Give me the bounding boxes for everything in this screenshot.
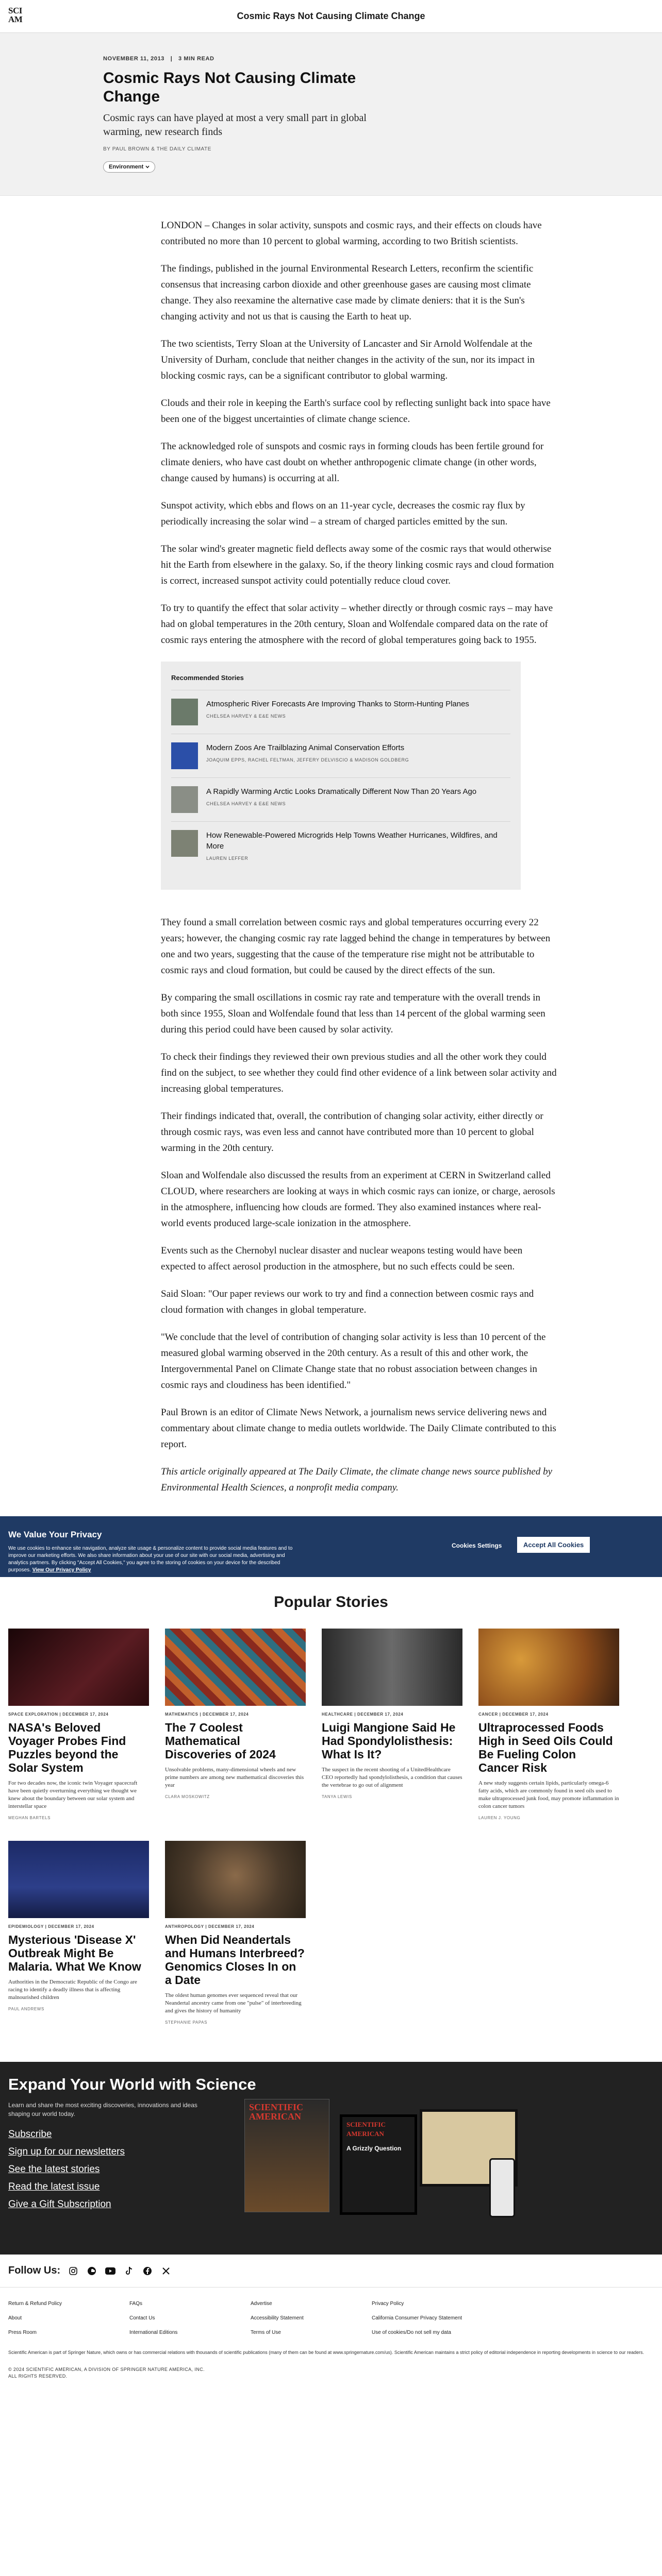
top-bar	[0, 0, 662, 33]
recommended-item[interactable]	[171, 777, 510, 821]
story-headline[interactable]: The 7 Coolest Mathematical Discoveries of 2024	[165, 1721, 276, 1761]
paragraph: LONDON – Changes in solar activity, sunspots and cosmic rays, and their effects on clouds have contributed no more than 10 percent to global warming, according to two British scientists.	[161, 220, 542, 247]
paragraph: The findings, published in the journal Environmental Research Letters, reconfirm the scientific consensus that increasing carbon dioxide and other greenhouse gases are causing most climate change. They also reexamine the alternative case made by climate deniers: that it is the Sun's changing activity and not us that is causing the Earth to heat up.	[161, 263, 534, 322]
cookie-banner	[0, 1516, 662, 1577]
paragraph: Sloan and Wolfendale also discussed the results from an experiment at CERN in Switzerland called CLOUD, where researchers are looking at ways in which cosmic rays can ionize, or charge, aerosols in the atmosphere, influencing how clouds are formed. They also examined instances where real-world events produced large-scale ionization in the atmosphere.	[161, 1170, 555, 1229]
story-description: The suspect in the recent shooting of a UnitedHealthcare CEO reportedly had spondylolisthesis, a condition that causes the vertebrae to go out of alignment	[322, 1767, 462, 1788]
recommended-headline[interactable]: Modern Zoos Are Trailblazing Animal Conservation Efforts	[206, 743, 405, 752]
story-image[interactable]	[165, 1629, 306, 1706]
story-date: DECEMBER 17, 2024	[208, 1924, 255, 1929]
newsletter-link[interactable]: Sign up for our newsletters	[8, 2146, 125, 2157]
privacy-policy-link[interactable]: View Our Privacy Policy	[32, 1567, 91, 1573]
recommended-item[interactable]	[171, 734, 510, 777]
magazine-story: A Grizzly Question	[346, 2145, 402, 2152]
story-image[interactable]	[322, 1629, 462, 1706]
paragraph: Said Sloan: "Our paper reviews our work to try and find a connection between cosmic rays and cloud formation with changes in global temperature.	[161, 1289, 534, 1315]
story-author: STEPHANIE PAPAS	[165, 2020, 208, 2025]
paragraph: The solar wind's greater magnetic field deflects away some of the cosmic rays that would otherwise hit the Earth from elsewhere in the galaxy. So, if the theory linking cosmic rays and cloud formation is correct, increased sunspot activity could potentially reduce cloud cover.	[161, 544, 554, 586]
recommended-authors: CHELSEA HARVEY & E&E NEWS	[206, 801, 286, 806]
meta-separator: |	[170, 56, 173, 62]
accept-all-cookies-button[interactable]: Accept All Cookies	[517, 1537, 590, 1553]
youtube-icon[interactable]	[105, 2265, 116, 2277]
recommended-item[interactable]	[171, 821, 510, 869]
story-description: For two decades now, the iconic twin Voyager spacecraft have been quietly overturning everything we thought we knew about the boundary between our solar system and interstellar space	[8, 1780, 138, 1809]
footer-link[interactable]: California Consumer Privacy Statement	[372, 2315, 462, 2321]
story-meta: ANTHROPOLOGY | DECEMBER 17, 2024	[165, 1924, 255, 1929]
story-description: The oldest human genomes ever sequenced reveal that our Neandertal ancestry came from one "pulse" of interbreeding and gives the history of humanity	[165, 1992, 302, 2014]
paragraph: To try to quantify the effect that solar activity – whether directly or through cosmic rays – may have had on global temperatures in the 20th century, Sloan and Wolfendale compared data on the rate of cosmic rays entering the atmosphere with the record of global temperatures going back to 1955.	[161, 603, 553, 646]
recommended-thumbnail[interactable]	[171, 742, 198, 769]
recommended-headline[interactable]: Atmospheric River Forecasts Are Improving Thanks to Storm-Hunting Planes	[206, 700, 469, 708]
footer-link[interactable]: Privacy Policy	[372, 2301, 404, 2307]
story-date: DECEMBER 17, 2024	[203, 1712, 249, 1717]
story-author: LAUREN J. YOUNG	[478, 1816, 521, 1820]
story-card[interactable]	[478, 1629, 619, 1820]
subscribe-text: Learn and share the most exciting discoveries, innovations and ideas shaping our world today.	[8, 2102, 197, 2117]
read-time: 3 MIN READ	[178, 56, 214, 62]
story-image[interactable]	[8, 1629, 149, 1706]
story-author: TANYA LEWIS	[322, 1794, 352, 1799]
cookies-settings-button[interactable]: Cookies Settings	[452, 1542, 502, 1549]
cookie-title: We Value Your Privacy	[8, 1530, 102, 1539]
follow-us-bar	[0, 2255, 662, 2287]
magazine-cover-print	[244, 2099, 329, 2212]
article-dek: Cosmic rays can have played at most a very small part in global warming, new research finds	[103, 112, 367, 138]
story-date: DECEMBER 17, 2024	[502, 1712, 549, 1717]
paragraph: They found a small correlation between cosmic rays and global temperatures occurring every 22 years; however, the changing cosmic ray rate lagged behind the change in temperatures by between one and two years, suggesting that the cause of the temperature rise might not be attributable to cosmic rays and cloud formation, but could be caused by the direct effects of the sun.	[161, 917, 551, 976]
latest-issue-link[interactable]: Read the latest issue	[8, 2181, 100, 2192]
cookie-text	[8, 1545, 297, 1574]
popular-stories-grid	[8, 1629, 662, 2045]
topbar-title: Cosmic Rays Not Causing Climate Change	[237, 11, 425, 21]
story-description: Unsolvable problems, many-dimensional wheels and new prime numbers are among new mathematical discoveries this year	[165, 1767, 304, 1788]
paragraph: Paul Brown is an editor of Climate News Network, a journalism news service delivering news and commentary about climate change to media outlets worldwide. The Daily Climate contributed to this report.	[161, 1407, 556, 1450]
article-body	[161, 196, 558, 1496]
story-card[interactable]	[165, 1841, 306, 2025]
story-category[interactable]: MATHEMATICS	[165, 1712, 198, 1717]
story-category[interactable]: EPIDEMIOLOGY	[8, 1924, 44, 1929]
story-author: PAUL ANDREWS	[8, 2007, 44, 2011]
article-date: NOVEMBER 11, 2013	[103, 56, 165, 62]
magazine-masthead: SCIENTIFIC AMERICAN	[249, 2102, 304, 2122]
footer-link[interactable]: Return & Refund Policy	[8, 2301, 62, 2307]
recommended-title: Recommended Stories	[171, 674, 244, 682]
footer-link[interactable]: About	[8, 2315, 22, 2321]
copyright-line: © 2024 SCIENTIFIC AMERICAN, A DIVISION OF SPRINGER NATURE AMERICA, INC.	[8, 2367, 205, 2372]
story-headline[interactable]: Ultraprocessed Foods High in Seed Oils Could Be Fueling Colon Cancer Risk	[478, 1721, 613, 1774]
story-date: DECEMBER 17, 2024	[48, 1924, 94, 1929]
soundcloud-icon[interactable]	[86, 2265, 97, 2277]
story-image[interactable]	[165, 1841, 306, 1918]
recommended-thumbnail[interactable]	[171, 830, 198, 857]
footer-copyright	[8, 2366, 654, 2380]
subscribe-link[interactable]: Subscribe	[8, 2129, 52, 2140]
paragraph: By comparing the small oscillations in cosmic ray rate and temperature with the overall trends in both since 1955, Sloan and Wolfendale found that less than 14 percent of the global warming seen during this period could have been caused by solar activity.	[161, 992, 545, 1035]
footer-link[interactable]: Press Room	[8, 2330, 37, 2335]
footer-link[interactable]: Contact Us	[129, 2315, 155, 2321]
subscribe-title: Expand Your World with Science	[8, 2075, 256, 2093]
article-hero	[0, 33, 662, 196]
story-meta: CANCER | DECEMBER 17, 2024	[478, 1712, 549, 1717]
footer-column	[251, 2301, 372, 2344]
story-card[interactable]	[8, 1629, 149, 1820]
gift-subscription-link[interactable]: Give a Gift Subscription	[8, 2199, 111, 2210]
topic-tag-button[interactable]	[103, 161, 155, 173]
story-headline[interactable]: When Did Neandertals and Humans Interbreed? Genomics Closes In on a Date	[165, 1933, 305, 1987]
instagram-icon[interactable]	[68, 2265, 79, 2277]
recommended-authors: JOAQUIM EPPS, RACHEL FELTMAN, JEFFERY DELVISCIO & MADISON GOLDBERG	[206, 757, 409, 762]
story-description: Authorities in the Democratic Republic of the Congo are racing to identify a deadly illness that is affecting malnourished children	[8, 1979, 137, 2001]
story-headline[interactable]: Luigi Mangione Said He Had Spondylolisthesis: What Is It?	[322, 1721, 456, 1761]
article-meta	[103, 56, 392, 62]
subscribe-section	[0, 2062, 662, 2255]
paragraph: The acknowledged role of sunspots and cosmic rays in forming clouds has been fertile ground for climate deniers, who have cast doubt on whether anthropogenic climate change (in other words, change caused by humans) is occurring at all.	[161, 441, 544, 484]
topic-tag-label: Environment	[109, 164, 144, 170]
cookie-description: We use cookies to enhance site navigation, analyze site usage & personalize content to provide social media features and to improve our marketing efforts. We also share information about your use of our site with our social media, advertising and analytics partners. By clicking "Accept All Cookies," you agree to the storing of cookies on your device for the described purposes.	[8, 1546, 293, 1573]
chevron-down-icon	[145, 164, 150, 170]
story-meta: HEALTHCARE | DECEMBER 17, 2024	[322, 1712, 404, 1717]
magazine-cover-phone	[489, 2158, 515, 2217]
footer-link[interactable]: International Editions	[129, 2330, 178, 2335]
recommended-headline[interactable]: A Rapidly Warming Arctic Looks Dramatically Different Now Than 20 Years Ago	[206, 787, 477, 796]
facebook-icon[interactable]	[142, 2265, 153, 2277]
footer-links	[8, 2301, 654, 2344]
story-date: DECEMBER 17, 2024	[357, 1712, 404, 1717]
story-meta: MATHEMATICS | DECEMBER 17, 2024	[165, 1712, 249, 1717]
story-author: CLARA MOSKOWITZ	[165, 1794, 210, 1799]
footer-link[interactable]: Use of cookies/Do not sell my data	[372, 2330, 451, 2335]
recommended-authors: CHELSEA HARVEY & E&E NEWS	[206, 714, 286, 719]
paragraph: Clouds and their role in keeping the Earth's surface cool by reflecting sunlight back into space have been one of the biggest uncertainties of climate change science.	[161, 398, 551, 425]
follow-label: Follow Us:	[8, 2265, 61, 2276]
paragraph: Sunspot activity, which ebbs and flows on an 11-year cycle, decreases the cosmic ray flux by periodically increasing the solar wind – a stream of charged particles emitted by the sun.	[161, 500, 525, 527]
latest-stories-link[interactable]: See the latest stories	[8, 2164, 100, 2175]
popular-stories-title: Popular Stories	[274, 1594, 388, 1611]
article-title: Cosmic Rays Not Causing Climate Change	[103, 70, 356, 105]
story-category[interactable]: SPACE EXPLORATION	[8, 1712, 58, 1717]
story-date: DECEMBER 17, 2024	[62, 1712, 109, 1717]
recommended-stories	[161, 662, 521, 890]
recommended-thumbnail[interactable]	[171, 699, 198, 725]
magazine-masthead: SCIENTIFIC AMERICAN	[346, 2121, 386, 2138]
paragraph: The two scientists, Terry Sloan at the University of Lancaster and Sir Arnold Wolfendale at the University of Durham, conclude that neither changes in the activity of the sun, nor its impact in blocking cosmic rays, can be a significant contributor to global warming.	[161, 338, 535, 381]
recommended-thumbnail[interactable]	[171, 786, 198, 813]
magazine-covers	[244, 2099, 512, 2253]
story-card[interactable]	[165, 1629, 306, 1820]
recommended-authors: LAUREN LEFFER	[206, 856, 249, 861]
paragraph: To check their findings they reviewed their own previous studies and all the other work they could find on the subject, to see whether they could find other evidence of a link between solar activity and increasing global temperatures.	[161, 1052, 557, 1094]
story-author: MEGHAN BARTELS	[8, 1816, 51, 1820]
footer-column	[129, 2301, 251, 2344]
story-category[interactable]: ANTHROPOLOGY	[165, 1924, 204, 1929]
story-description: A new study suggests certain lipids, particularly omega-6 fatty acids, which are commonly found in seed oils used to make ultraprocessed junk food, may promote inflammation in colon cancer tumors	[478, 1780, 619, 1809]
magazine-cover-tablet	[340, 2114, 417, 2215]
paragraph: Their findings indicated that, overall, the contribution of changing solar activity, either directly or through cosmic rays, was even less and cannot have contributed more than 10 percent to global warming in the 20th century.	[161, 1111, 543, 1154]
story-image[interactable]	[8, 1841, 149, 1918]
article-byline[interactable]: BY PAUL BROWN & THE DAILY CLIMATE	[103, 146, 212, 152]
footer-link[interactable]: Advertise	[251, 2301, 272, 2307]
footer-column	[372, 2301, 493, 2344]
story-category[interactable]: HEALTHCARE	[322, 1712, 353, 1717]
story-card[interactable]	[8, 1841, 149, 2025]
attribution-paragraph: This article originally appeared at The Daily Climate, the climate change news source published by Environmental Health Sciences, a nonprofit media company.	[161, 1466, 553, 1493]
story-headline[interactable]: Mysterious 'Disease X' Outbreak Might Be Malaria. What We Know	[8, 1933, 141, 1973]
story-meta: SPACE EXPLORATION | DECEMBER 17, 2024	[8, 1712, 109, 1717]
footer-link[interactable]: Accessibility Statement	[251, 2315, 304, 2321]
footer-legal: Scientific American is part of Springer Nature, which owns or has commercial relations with thousands of scientific publications (many of them can be found at www.springernature.com/us). Scientific American maintains a strict policy of editorial independence in reporting developments in science to our readers.	[8, 2350, 644, 2355]
paragraph: "We conclude that the level of contribution of changing solar activity is less than 10 percent of the measured global warming observed in the 20th century. As a result of this and other work, the Intergovernmental Panel on Climate Change state that no robust association between changes in cosmic rays and cloudiness has been identified."	[161, 1332, 546, 1391]
story-category[interactable]: CANCER	[478, 1712, 498, 1717]
story-headline[interactable]: NASA's Beloved Voyager Probes Find Puzzles beyond the Solar System	[8, 1721, 126, 1774]
site-logo[interactable]: SCI AM	[8, 6, 23, 24]
footer-link[interactable]: Terms of Use	[251, 2330, 281, 2335]
footer-link[interactable]: FAQs	[129, 2301, 143, 2307]
footer-column	[8, 2301, 129, 2344]
site-footer	[0, 2287, 662, 2390]
paragraph: Events such as the Chernobyl nuclear disaster and nuclear weapons testing would have been expected to affect aerosol production in the atmosphere, but no such effects could be seen.	[161, 1245, 523, 1272]
story-card[interactable]	[322, 1629, 462, 1820]
x-icon[interactable]	[160, 2265, 172, 2277]
tiktok-icon[interactable]	[123, 2265, 135, 2277]
recommended-headline[interactable]: How Renewable-Powered Microgrids Help Towns Weather Hurricanes, Wildfires, and More	[206, 831, 498, 851]
story-image[interactable]	[478, 1629, 619, 1706]
rights-line: ALL RIGHTS RESERVED.	[8, 2374, 68, 2379]
story-meta: EPIDEMIOLOGY | DECEMBER 17, 2024	[8, 1924, 94, 1929]
recommended-item[interactable]	[171, 690, 510, 734]
